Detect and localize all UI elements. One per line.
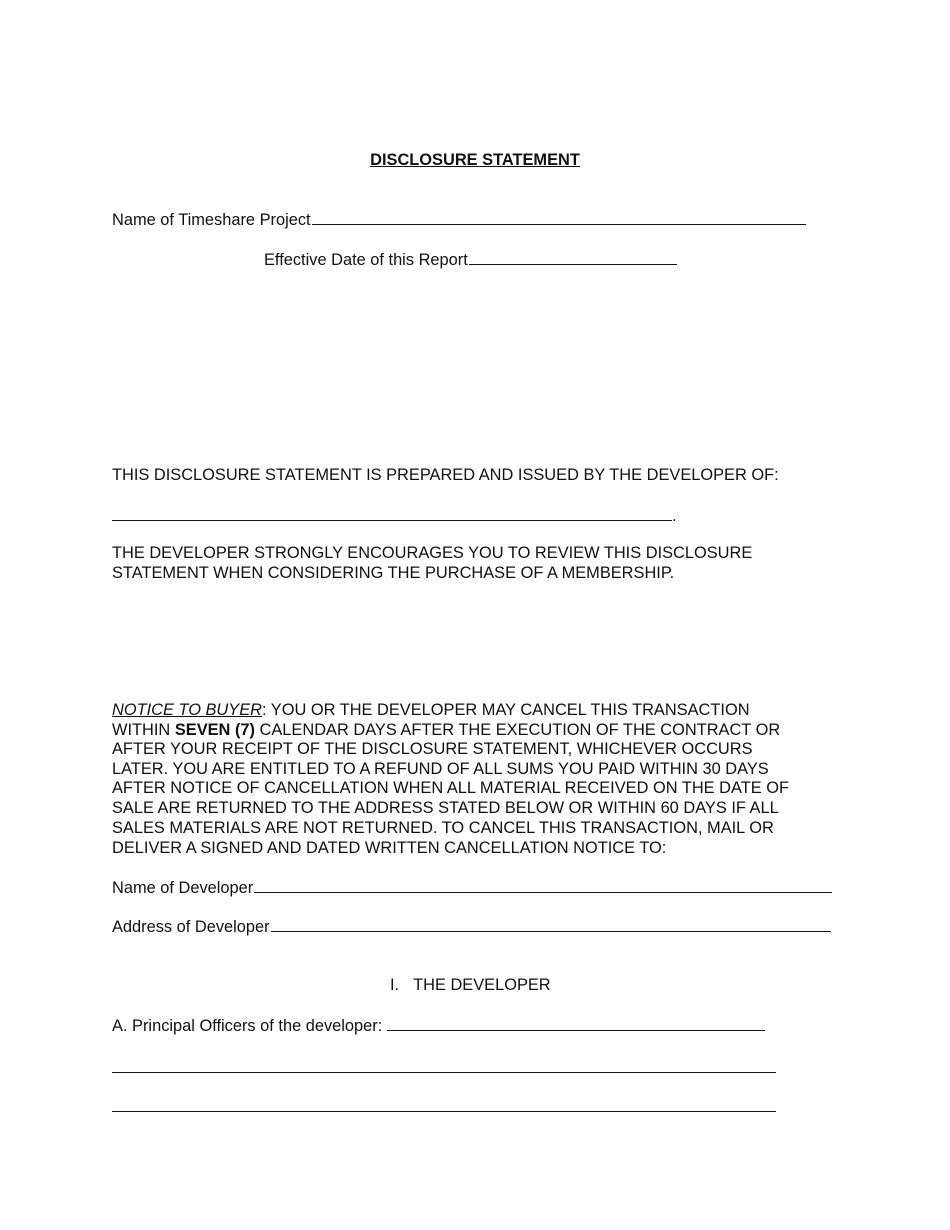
principal-officers-label: A. Principal Officers of the developer: — [112, 1017, 383, 1035]
developer-address-blank[interactable] — [271, 916, 831, 932]
developer-name-field — [112, 877, 832, 898]
notice-line-4: LATER. YOU ARE ENTITLED TO A REFUND OF ALL SUMS YOU PAID WITHIN 30 DAYS — [112, 760, 769, 778]
developer-of-period: . — [672, 507, 677, 525]
principal-officers-field — [112, 1015, 765, 1036]
notice-line-2-text: CALENDAR DAYS AFTER THE EXECUTION OF THE CONTRACT OR — [254, 721, 781, 739]
document-title: DISCLOSURE STATEMENT — [370, 151, 580, 169]
principal-officers-blank-2[interactable] — [112, 1072, 776, 1073]
principal-officers-blank-1[interactable] — [387, 1015, 765, 1031]
notice-line-2-prefix: WITHIN — [112, 721, 175, 739]
notice-line-6: SALE ARE RETURNED TO THE ADDRESS STATED BELOW OR WITHIN 60 DAYS IF ALL — [112, 799, 779, 817]
notice-days-emphasis: SEVEN (7) — [174, 721, 255, 739]
developer-name-label: Name of Developer — [112, 879, 254, 897]
project-name-label: Name of Timeshare Project — [112, 211, 311, 229]
developer-of-blank[interactable] — [112, 505, 672, 521]
developer-address-field — [112, 916, 831, 937]
notice-line-2 — [112, 720, 780, 740]
principal-officers-blank-3[interactable] — [112, 1111, 776, 1112]
project-name-blank[interactable] — [312, 209, 806, 225]
developer-name-blank[interactable] — [254, 877, 832, 893]
notice-line-1 — [112, 700, 750, 720]
section-title: THE DEVELOPER — [413, 976, 551, 994]
effective-date-field — [264, 249, 677, 270]
notice-line-1-text: : YOU OR THE DEVELOPER MAY CANCEL THIS TRANSACTION — [261, 701, 750, 719]
section-heading — [390, 975, 551, 995]
developer-of-field — [112, 505, 677, 526]
encourage-line-2: STATEMENT WHEN CONSIDERING THE PURCHASE OF A MEMBERSHIP. — [112, 564, 675, 582]
developer-address-label: Address of Developer — [112, 918, 270, 936]
section-number: I. — [390, 976, 400, 994]
effective-date-blank[interactable] — [469, 249, 677, 265]
project-name-field — [112, 209, 806, 230]
notice-line-3: AFTER YOUR RECEIPT OF THE DISCLOSURE STATEMENT, WHICHEVER OCCURS — [112, 740, 753, 758]
notice-line-7: SALES MATERIALS ARE NOT RETURNED. TO CANCEL THIS TRANSACTION, MAIL OR — [112, 819, 774, 837]
notice-heading: NOTICE TO BUYER — [112, 701, 262, 719]
effective-date-label: Effective Date of this Report — [264, 251, 468, 269]
notice-line-8: DELIVER A SIGNED AND DATED WRITTEN CANCELLATION NOTICE TO: — [112, 839, 667, 857]
prepared-by-statement: THIS DISCLOSURE STATEMENT IS PREPARED AND ISSUED BY THE DEVELOPER OF: — [112, 466, 779, 484]
encourage-line-1: THE DEVELOPER STRONGLY ENCOURAGES YOU TO REVIEW THIS DISCLOSURE — [112, 544, 753, 562]
notice-line-5: AFTER NOTICE OF CANCELLATION WHEN ALL MATERIAL RECEIVED ON THE DATE OF — [112, 779, 789, 797]
